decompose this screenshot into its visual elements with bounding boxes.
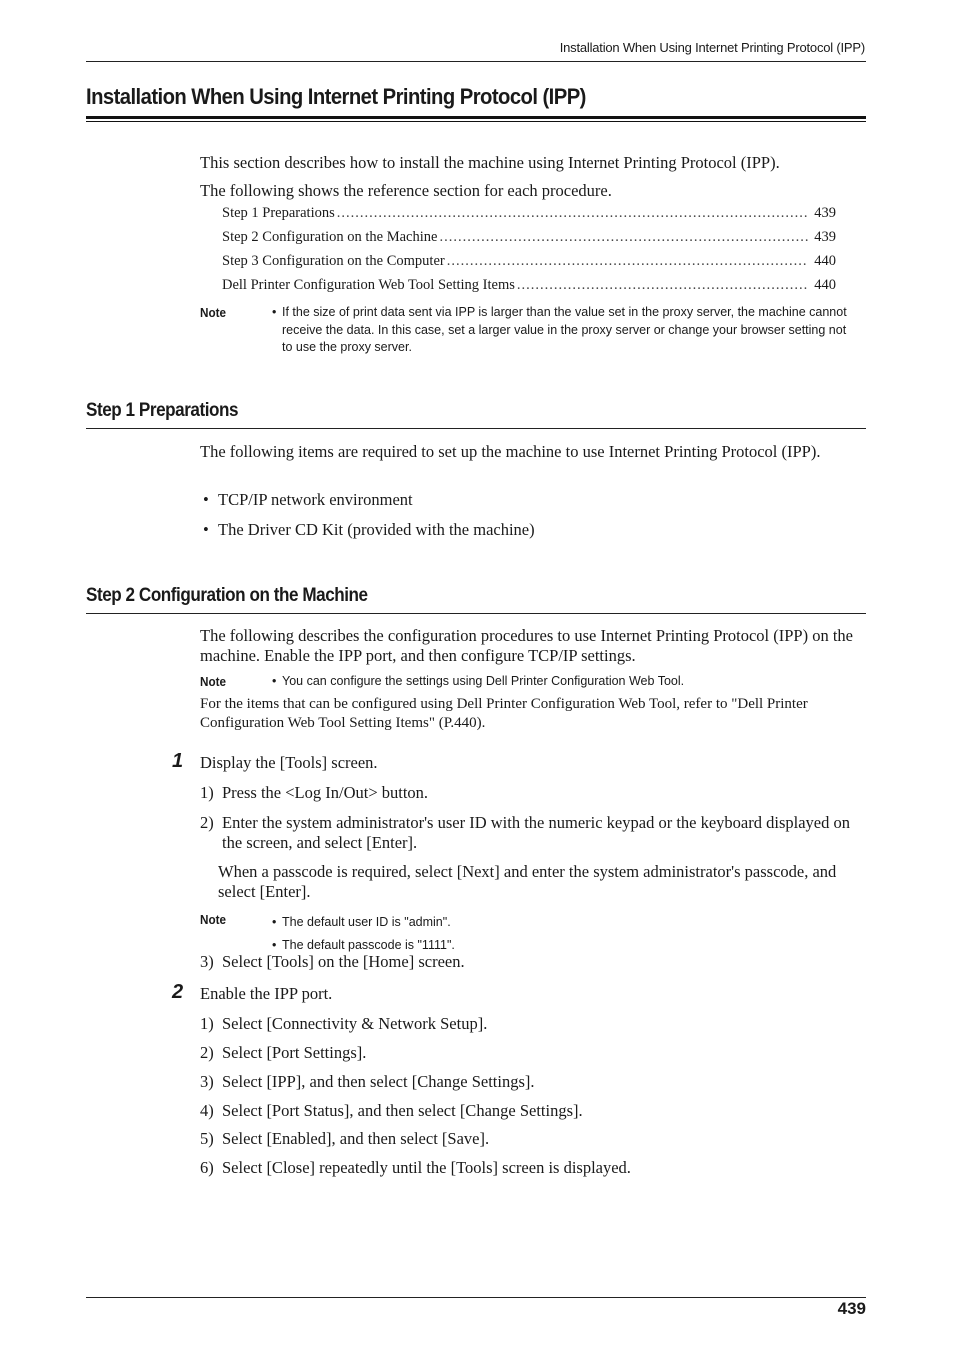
substep-text: Select [IPP], and then select [Change Settings].	[222, 1072, 535, 1091]
substep	[200, 1072, 866, 1092]
toc-entry[interactable]	[222, 229, 836, 246]
list-item	[203, 520, 535, 540]
note-label: Note	[200, 305, 227, 320]
toc-entry-page: 440	[814, 277, 836, 293]
note-line: You can configure the settings using Dell Printer Configuration Web Tool.	[282, 674, 685, 688]
note-line: to use the proxy server.	[282, 340, 412, 354]
section-heading-step2: Step 2 Configuration on the Machine	[86, 585, 368, 606]
substep	[200, 1101, 866, 1121]
header-divider	[86, 61, 866, 62]
substep	[200, 1129, 866, 1149]
toc-entry-page: 439	[814, 205, 836, 221]
note-text	[272, 911, 866, 957]
substep-number: 2)	[200, 1043, 214, 1062]
step-number: 2	[172, 981, 184, 1003]
substep-number: 5)	[200, 1129, 214, 1148]
list-item-text: The Driver CD Kit (provided with the machine)	[218, 520, 535, 539]
substep-number: 1)	[200, 783, 214, 802]
toc-entry[interactable]	[222, 277, 836, 294]
substep-text: Select [Enabled], and then select [Save].	[222, 1129, 490, 1148]
substep-number: 2)	[200, 813, 214, 832]
substep-text: Select [Close] repeatedly until the [Tools] screen is displayed.	[222, 1158, 631, 1177]
step2-paragraph: The following describes the configuration procedures to use Internet Printing Protocol (IPP) on the machine. Enable the IPP port, and then configure TCP/IP settings.	[200, 626, 853, 665]
note-line: If the size of print data sent via IPP is larger than the value set in the proxy server, the machine cannot	[282, 305, 847, 319]
substep-text: Select [Port Status], and then select [Change Settings].	[222, 1101, 583, 1120]
toc-entry[interactable]	[222, 205, 836, 222]
substep-text: Select [Port Settings].	[222, 1043, 367, 1062]
running-header: Installation When Using Internet Printing Protocol (IPP)	[559, 40, 865, 55]
substep-text: Select [Connectivity & Network Setup].	[222, 1014, 488, 1033]
substep-remark: When a passcode is required, select [Next] and enter the system administrator's passcode, and select [Enter].	[218, 862, 837, 901]
bullet-icon: •	[203, 520, 209, 539]
toc-entry-label: Dell Printer Configuration Web Tool Setting Items	[222, 277, 515, 293]
note-line: The default user ID is "admin".	[282, 915, 451, 929]
toc-entry-label: Step 3 Configuration on the Computer	[222, 253, 445, 269]
note-text	[272, 304, 866, 357]
list-item-text: TCP/IP network environment	[218, 490, 413, 509]
substep	[200, 813, 866, 853]
step1-paragraph: The following items are required to set up the machine to use Internet Printing Protocol (IPP).	[200, 442, 821, 461]
note-label: Note	[200, 674, 227, 689]
procedure-step-text: Display the [Tools] screen.	[200, 753, 378, 772]
page-number: 439	[837, 1299, 866, 1318]
substep	[200, 1043, 866, 1063]
note-line: The default passcode is "1111".	[282, 938, 455, 952]
page-title: Installation When Using Internet Printing Protocol (IPP)	[86, 84, 586, 109]
bullet-icon: •	[272, 674, 277, 688]
toc-leader	[337, 205, 808, 222]
substep	[200, 783, 866, 803]
toc-entry-page: 439	[814, 229, 836, 245]
toc-entry-page: 440	[814, 253, 836, 269]
bullet-icon: •	[272, 938, 277, 952]
section-rule	[86, 428, 866, 429]
substep	[200, 952, 866, 972]
toc-leader	[439, 229, 808, 246]
toc-entry-label: Step 2 Configuration on the Machine	[222, 229, 438, 245]
substep-number: 1)	[200, 1014, 214, 1033]
step2-reference-paragraph: For the items that can be configured using Dell Printer Configuration Web Tool, refer to "Dell Printer Configuration Web Tool Setting Items" (P.440).	[200, 696, 808, 731]
note-line: receive the data. In this case, set a larger value in the proxy server or change your browser setting not	[282, 322, 847, 337]
footer-divider	[86, 1297, 866, 1298]
substep	[200, 1014, 866, 1034]
note-text	[272, 673, 866, 691]
toc-leader	[447, 253, 808, 270]
bullet-icon: •	[272, 305, 277, 319]
step-number: 1	[172, 750, 184, 772]
list-item	[203, 490, 413, 510]
substep-number: 3)	[200, 952, 214, 971]
title-rule-thin	[86, 121, 866, 122]
intro-paragraph-2: The following shows the reference section for each procedure.	[200, 181, 612, 200]
bullet-icon: •	[203, 490, 209, 509]
note-label: Note	[200, 912, 227, 927]
substep-text: Select [Tools] on the [Home] screen.	[222, 952, 465, 971]
toc-entry-label: Step 1 Preparations	[222, 205, 335, 221]
toc-leader	[517, 277, 808, 294]
substep-number: 4)	[200, 1101, 214, 1120]
section-rule	[86, 613, 866, 614]
substep-text: Enter the system administrator's user ID with the numeric keypad or the keyboard displayed on the screen, and select [Enter].	[222, 813, 850, 852]
substep-text: Press the <Log In/Out> button.	[222, 783, 429, 802]
substep-number: 3)	[200, 1072, 214, 1091]
substep-number: 6)	[200, 1158, 214, 1177]
procedure-step-text: Enable the IPP port.	[200, 984, 333, 1003]
substep	[200, 1158, 866, 1178]
intro-paragraph: This section describes how to install the machine using Internet Printing Protocol (IPP).	[200, 153, 780, 172]
title-rule-thick	[86, 116, 866, 119]
section-heading-step1: Step 1 Preparations	[86, 400, 239, 421]
bullet-icon: •	[272, 915, 277, 929]
toc-entry[interactable]	[222, 253, 836, 270]
